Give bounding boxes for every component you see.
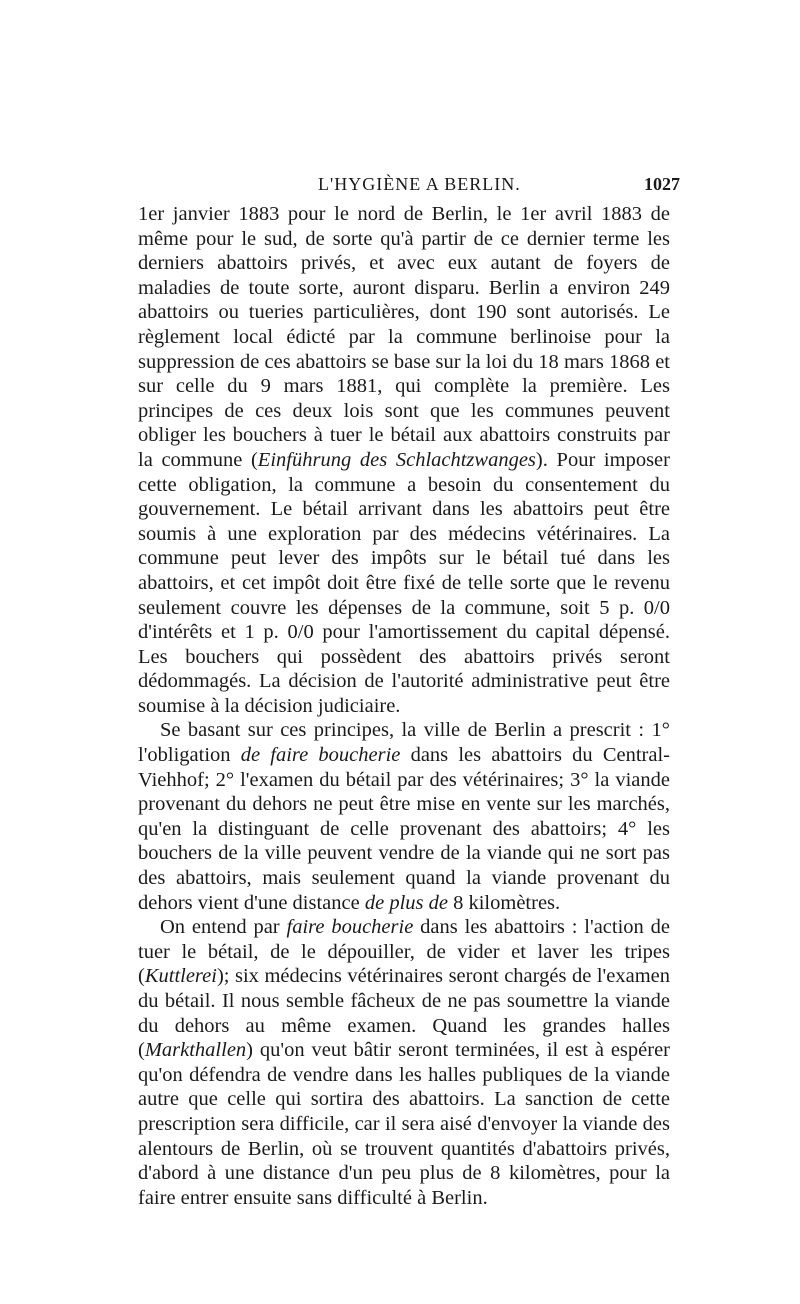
paragraph-3 xyxy=(138,915,670,1210)
paragraph-1-part-1: 1er janvier 1883 pour le nord de Berlin, le 1er avril 1883 de même pour le sud, de sorte qu'à partir de ce dernier terme les derniers abattoirs privés, et avec eux autant de foyers de maladies de toute sorte, auront disparu. Berlin a environ 249 abattoirs ou tueries particulières, dont 190 sont autorisés. Le règlement local édicté par la commune berlinoise pour la suppression de ces abattoirs se base sur la loi du 18 mars 1868 et sur celle du 9 mars 1881, qui complète la première. Les principes de ces deux lois sont que les communes peuvent obliger les bouchers à tuer le bétail aux abattoirs construits par la commune ( xyxy=(138,203,670,471)
paragraph-3-part-3: ); six médecins vétérinaires seront chargés de l'examen du bétail. Il nous semble fâcheux de ne pas soumettre la viande du dehors au même examen. Quand les grandes halles ( xyxy=(138,965,670,1062)
page-number: 1027 xyxy=(644,174,680,194)
paragraph-3-part-4: ) qu'on veut bâtir seront terminées, il est à espérer qu'on défendra de vendre dans les halles publiques de la viande autre que celle qui sortira des abattoirs. La sanction de cette prescription sera difficile, car il sera aisé d'envoyer la viande des alentours de Berlin, où se trouvent quantités d'abattoirs privés, d'abord à une distance d'un peu plus de 8 kilomètres, pour la faire entrer ensuite sans difficulté à Berlin. xyxy=(138,1039,670,1209)
paragraph-3-italic-kuttlerei: Kuttlerei xyxy=(144,965,217,988)
paragraph-3-part-2: dans les abattoirs : l'action de tuer le bétail, de le dépouiller, de vider et laver les tripes ( xyxy=(138,916,671,988)
body-text xyxy=(138,202,670,1210)
paragraph-3-part-1: On entend par xyxy=(160,916,287,939)
paragraph-2-italic-faire-boucherie: de faire boucherie xyxy=(240,744,401,767)
paragraph-2-part-2: dans les abattoirs du Central-Viehhof; 2° l'examen du bétail par des vétérinaires; 3° la viande provenant du dehors ne peut être mise en vente sur les marchés, qu'en la distinguant de celle provenant des abattoirs; 4° les bouchers de la ville peuvent vendre de la viande qui ne sort pas des abattoirs, mais seulement quand la viande provenant du dehors vient d'une distance xyxy=(138,744,670,914)
paragraph-2-part-3: 8 kilomètres. xyxy=(447,891,561,914)
paragraph-1-part-2: ). Pour imposer cette obligation, la commune a besoin du consentement du gouvernement. Le bétail arrivant dans les abattoirs peut être soumis à une exploration par des médecins vétérinaires. La commune peut lever des impôts sur le bétail tué dans les abattoirs, et cet impôt doit être fixé de telle sorte que le revenu seulement couvre les dépenses de la commune, soit 5 p. 0/0 d'intérêts et 1 p. 0/0 pour l'amortissement du capital dépensé. Les bouchers qui possèdent des abattoirs privés seront dédommagés. La décision de l'autorité administrative peut être soumise à la décision judiciaire. xyxy=(138,448,670,717)
paragraph-1 xyxy=(138,202,670,718)
paragraph-2-italic-de-plus-de: de plus de xyxy=(364,891,448,914)
running-title: L'HYGIÈNE A BERLIN. xyxy=(318,174,521,194)
paragraph-2 xyxy=(138,718,670,915)
paragraph-3-italic-faire-boucherie: faire boucherie xyxy=(286,916,414,939)
paragraph-1-italic-einfuhrung: Einführung des Schlachtzwanges xyxy=(257,448,536,471)
page-header xyxy=(158,174,680,198)
paragraph-3-italic-markthallen: Markthallen xyxy=(144,1039,247,1062)
paragraph-2-part-1: Se basant sur ces principes, la ville de Berlin a prescrit : 1° l'obligation xyxy=(138,719,670,767)
